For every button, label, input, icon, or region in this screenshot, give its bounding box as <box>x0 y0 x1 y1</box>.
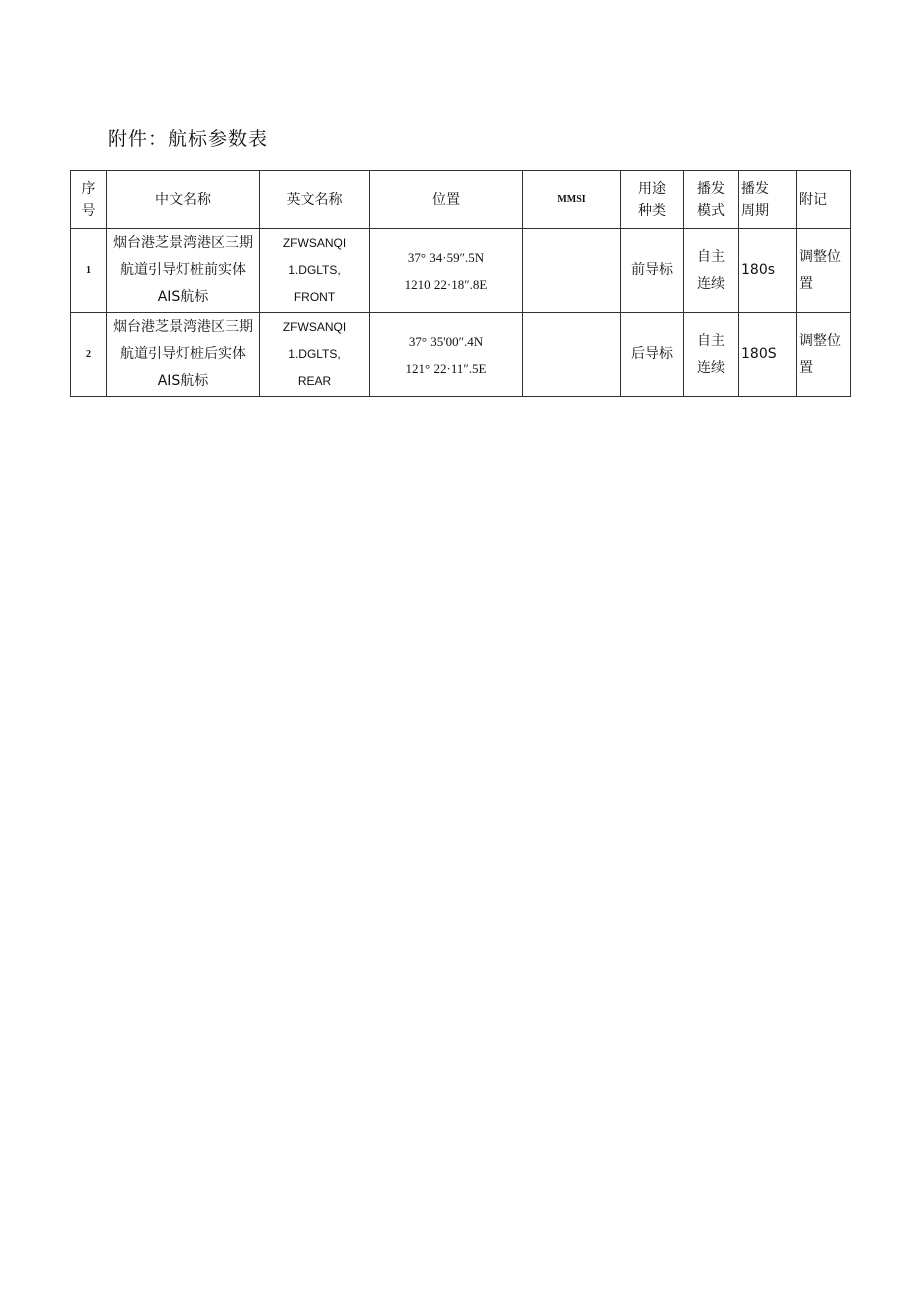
row-mmsi <box>523 313 621 397</box>
row-cn-name: 烟台港芝景湾港区三期航道引导灯桩前实体AIS航标 <box>107 229 260 313</box>
row-position <box>370 229 523 313</box>
row-mode-line1: 自主 <box>697 332 725 349</box>
header-use <box>621 171 684 229</box>
row-seq: 1 <box>71 229 107 313</box>
table-header-row <box>71 171 851 229</box>
row-cn-name: 烟台港芝景湾港区三期航道引导灯桩后实体AIS航标 <box>107 313 260 397</box>
row-cycle: 180S <box>739 313 797 397</box>
row-mode-line2: 连续 <box>697 275 725 292</box>
row-en-line1: ZFWSANQI <box>282 236 347 250</box>
row-note: 调整位置 <box>797 313 851 397</box>
row-mode-line2: 连续 <box>697 359 725 376</box>
row-pos-lat: 37° 35'00″.4N <box>408 333 484 349</box>
header-use-line2: 种类 <box>638 202 666 219</box>
header-mode <box>684 171 739 229</box>
row-seq: 2 <box>71 313 107 397</box>
table-row <box>71 229 851 313</box>
header-seq-line2: 号 <box>81 202 96 219</box>
row-use: 后导标 <box>621 313 684 397</box>
header-cycle <box>739 171 797 229</box>
row-en-line1: ZFWSANQI <box>282 320 347 334</box>
header-position: 位置 <box>370 171 523 229</box>
row-en-line2: 1.DGLTS, <box>288 347 341 361</box>
page-title: 附件：航标参数表 <box>108 128 269 150</box>
row-mode <box>684 229 739 313</box>
header-mode-line1: 播发 <box>697 180 725 197</box>
header-en-name: 英文名称 <box>260 171 370 229</box>
row-en-name <box>260 229 370 313</box>
header-mode-line2: 模式 <box>697 202 725 219</box>
aids-to-navigation-table <box>70 170 851 397</box>
row-en-line2: 1.DGLTS, <box>288 263 341 277</box>
header-use-line1: 用途 <box>638 180 666 197</box>
row-mode <box>684 313 739 397</box>
header-mmsi: MMSI <box>523 171 621 229</box>
header-cycle-line1: 播发 <box>741 180 769 197</box>
row-position <box>370 313 523 397</box>
header-seq <box>71 171 107 229</box>
header-note: 附记 <box>797 171 851 229</box>
header-cn-name: 中文名称 <box>107 171 260 229</box>
row-en-line3: REAR <box>297 374 332 388</box>
row-pos-lat: 37° 34·59″.5N <box>407 249 485 265</box>
row-use: 前导标 <box>621 229 684 313</box>
row-note: 调整位置 <box>797 229 851 313</box>
row-en-name <box>260 313 370 397</box>
row-mode-line1: 自主 <box>697 248 725 265</box>
row-mmsi <box>523 229 621 313</box>
row-pos-lon: 1210 22·18″.8E <box>404 276 488 292</box>
header-cycle-line2: 周期 <box>741 202 769 219</box>
row-pos-lon: 121° 22·11″.5E <box>405 360 487 376</box>
header-seq-line1: 序 <box>81 180 96 197</box>
row-en-line3: FRONT <box>293 290 336 304</box>
row-cycle: 180s <box>739 229 797 313</box>
table-row <box>71 313 851 397</box>
